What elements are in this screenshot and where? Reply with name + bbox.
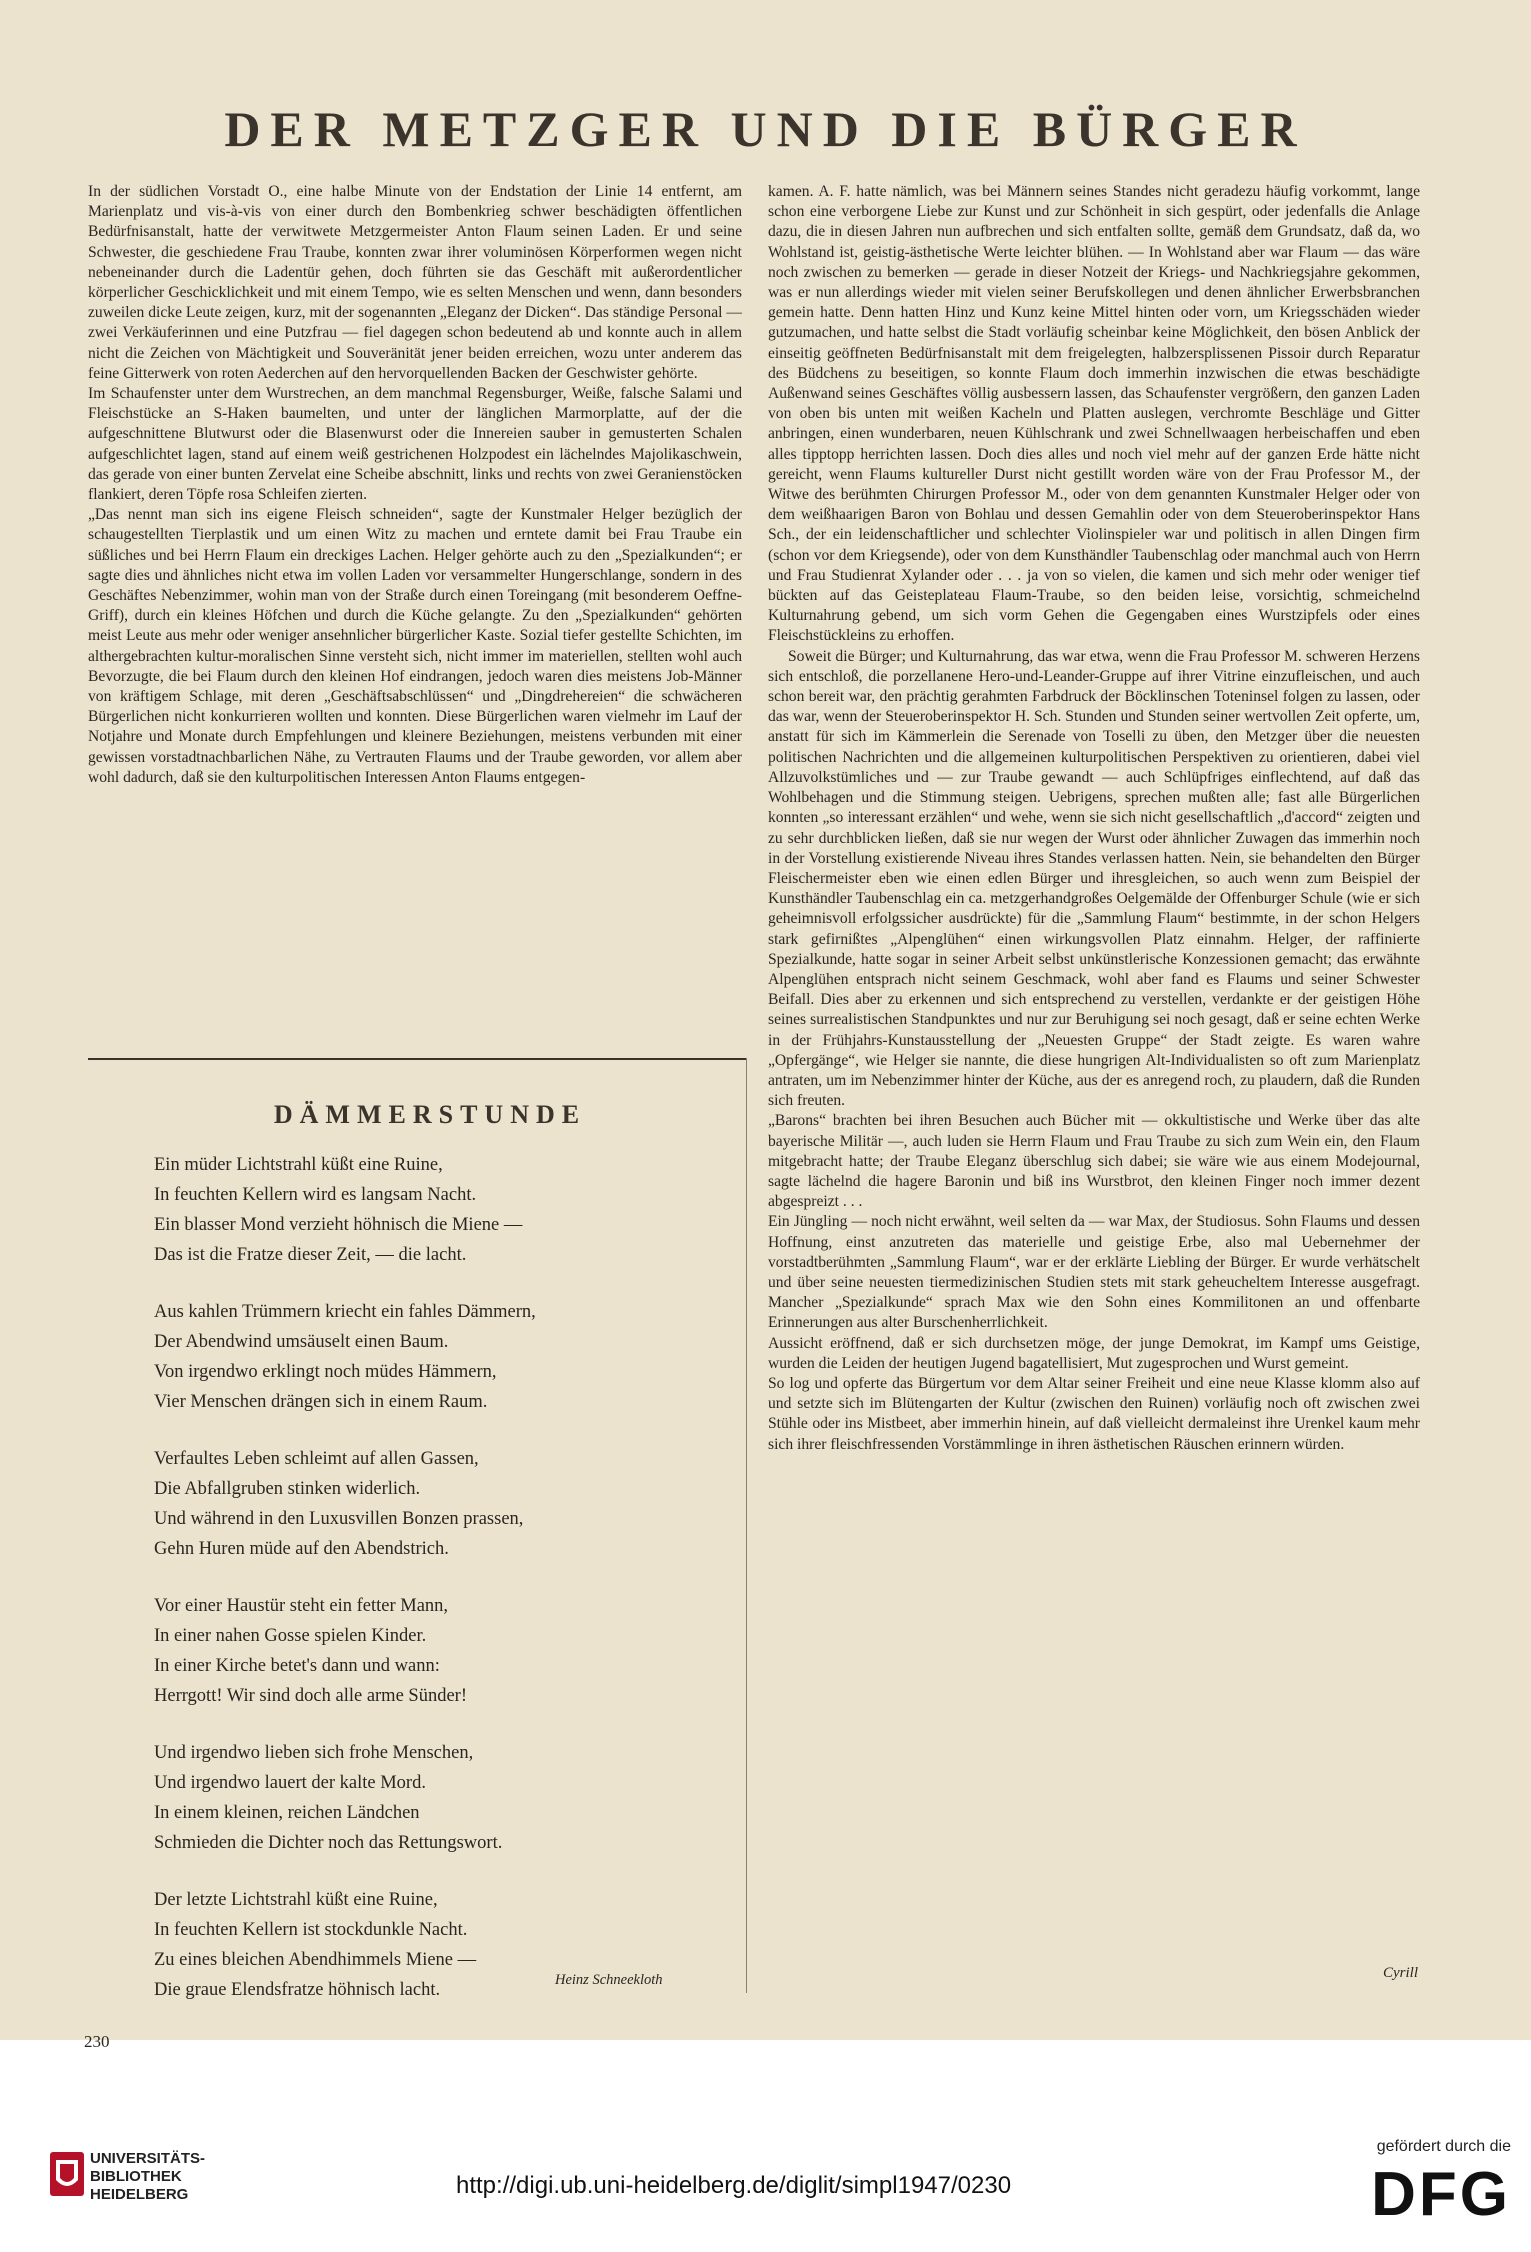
poem-line: Und irgendwo lauert der kalte Mord. — [154, 1773, 426, 1793]
poem-line: Verfaultes Leben schleimt auf allen Gassen, — [154, 1449, 479, 1469]
university-seal-icon — [48, 2150, 86, 2198]
paragraph: kamen. A. F. hatte nämlich, was bei Männern seines Standes nicht geradezu häufig vorkommt, lange schon eine verborgene Liebe zur Kunst und zur Schönheit in sich gespürt, oder jedenfalls die Anlage dazu, die in diesen Jahren nun aufbrechen und sich entfalten sollte, gemäß dem Grundsatz, daß da, wo Wohlstand ist, geistig-ästhetische Werte leichter blühen. — In Wohlstand aber war Flaum — das wäre noch zwischen zu bemerken — gerade in dieser Notzeit der Kriegs- und Nachkriegsjahre gekommen, was er nun allerdings wieder mit vielen seiner Berufskollegen und denen ähnlicher Erwerbsbranchen gemein hatte. Denn hatten Hinz und Kunz keine Mittel hinten oder vorn, um Kriegsschäden wieder gutzumachen, und hatte selbst die Stadt vorläufig scheinbar keine Möglichkeit, den bösen Anblick der einseitig geöffneten Bedürfnisanstalt mit dem freigelegten, halbzersplissenen Pissoir durch Reparatur des Büdchens zu beseitigen, so konnte Flaum doch immerhin inzwischen die etwas beschädigte Außenwand seines Geschäftes völlig ausbessern lassen, das Schaufenster vergrößern, den ganzen Laden von oben bis unten mit weißen Kacheln und Platten auslegen, verchromte Beschläge und Gitter anbringen, einen wunderbaren, neuen Kühlschrank und zwei Schnellwaagen herbeischaffen und eben alles tipptopp herrichten lassen. Doch dies alles und noch viel mehr auf der ganzen Erde hätte nicht gereicht, wenn Flaums kultureller Durst nicht gestillt worden wäre von der Frau Professor M., der Witwe des berühmten Chirurgen Professor M., oder von dem genannten Kunstmaler Helger oder von dem weißhaarigen Baron von Bohlau und dessen Gemahlin oder von dem Steueroberinspektor Hans Sch., der ein leidenschaftlicher und schlechter Violinspieler war und politisch in allen Dingen firm (schon vor dem Kriegsende), oder von dem Kunsthändler Taubenschlag oder manchmal auch von Herrn und Frau Studienrat Xylander oder . . . ja von so vielen, die kamen und sich mehr oder weniger tief bückten auf das Geisteplateau Flaum-Traube, so den beiden leise, vorsichtig, schmeichelnd Kulturnahrung gebend, um sich vorm Gehen die Gegengaben eines Wurstzipfels oder eines Fleischstückleins zu erhoffen. — [768, 183, 1420, 645]
poem-line: In feuchten Kellern wird es langsam Nacht. — [154, 1185, 477, 1205]
poem-line: Vor einer Haustür steht ein fetter Mann, — [154, 1596, 449, 1616]
poem-line: Schmieden die Dichter noch das Rettungswort. — [154, 1833, 503, 1853]
page-number: 230 — [84, 2032, 110, 2051]
poem-line: Aus kahlen Trümmern kriecht ein fahles Dämmern, — [154, 1302, 536, 1322]
paragraph: So log und opferte das Bürgertum vor dem Altar seiner Freiheit und eine neue Klasse klomm also auf und setzte sich im Blütengarten der Kultur (zwischen den Ruinen) vorläufig noch oft zwischen zwei Stühle oder ins Mistbeet, aber immerhin hinein, auf daß vielleicht dermaleinst ihre Urenkel kaum mehr sich ihrer fleischfressenden Vorstämmlinge in ihren ästhetischen Räuschen erinnern würden. — [768, 1374, 1420, 1453]
poem-stanza — [154, 1444, 714, 1564]
source-url-link[interactable]: http://digi.ub.uni-heidelberg.de/diglit/simpl1947/0230 — [456, 2172, 1012, 2199]
poem-stanza — [154, 1150, 714, 1270]
poem-line: Vier Menschen drängen sich in einem Raum. — [154, 1392, 488, 1412]
poem-line: Und irgendwo lieben sich frohe Menschen, — [154, 1743, 474, 1763]
paragraph: Aussicht eröffnend, daß er sich durchsetzen möge, der junge Demokrat, im Kampf ums Geistige, wurden die Leiden der heutigen Jugend bagatellisiert, Mut zugesprochen und Wurst gemeint. — [768, 1334, 1420, 1372]
funded-by-label: gefördert durch die — [1376, 2138, 1511, 2155]
library-name-line: UNIVERSITÄTS- — [90, 2150, 206, 2167]
poem-line: Von irgendwo erklingt noch müdes Hämmern, — [154, 1362, 497, 1382]
poem-line: Der letzte Lichtstrahl küßt eine Ruine, — [154, 1890, 438, 1910]
dfg-logo: DFG — [1371, 2160, 1511, 2229]
article-title: DER METZGER UND DIE BÜRGER — [224, 101, 1307, 157]
paragraph: „Barons“ brachten bei ihren Besuchen auch Bücher mit — okkultistische und Werke über das alte bayerische Militär —, auch luden sie Herrn Flaum und Frau Traube zu sich zum Wein ein, den Flaum mitgebracht hatte; der Traube Eleganz überschlug sich dabei; sie wäre wie aus einem Modejournal, sagte lächelnd die hagere Baronin und biß ins Wurstbrot, den kleinen Finger noch immer dezent abgespreizt . . . — [768, 1112, 1420, 1211]
poem-line: Herrgott! Wir sind doch alle arme Sünder! — [154, 1686, 467, 1706]
paragraph: Im Schaufenster unter dem Wurstrechen, an dem manchmal Regensburger, Weiße, falsche Salami und Fleischstücke an S-Haken baumelten, und unter der länglichen Marmorplatte, auf der die aufgeschnittene Blutwurst oder die Blasenwurst oder die Innereien sauber in gemusterten Schalen aufgeschlichtet lagen, stand auf einem weiß gestrichenen Holzpodest ein lächelndes Majolikaschwein, das gerade von einer bunten Zervelat eine Scheibe abschnitt, links und rechts von zwei Geranienstöcken flankiert, deren Töpfe rosa Schleifen zierten. — [88, 385, 742, 504]
article-right-column — [768, 182, 1420, 1455]
article-left-column — [88, 182, 742, 788]
poem-stanza — [154, 1591, 714, 1711]
poem-line: In einem kleinen, reichen Ländchen — [154, 1803, 420, 1823]
poem-title: DÄMMERSTUNDE — [273, 1100, 587, 1129]
poem-line: In einer nahen Gosse spielen Kinder. — [154, 1626, 427, 1646]
library-name-line: HEIDELBERG — [90, 2186, 189, 2203]
poem-line: Zu eines bleichen Abendhimmels Miene — — [154, 1950, 477, 1970]
paragraph: Soweit die Bürger; und Kulturnahrung, das war etwa, wenn die Frau Professor M. schweren Herzens sich entschloß, die porzellanene Hero-und-Leander-Gruppe auf ihrer Vitrine einzufleischen, und auch schon bereit war, den prächtig gerahmten Farbdruck der Böcklinschen Toteninsel folgen zu lassen, oder das war, wenn der Steueroberinspektor H. Sch. Stunden und Stunden seiner wertvollen Zeit opferte, um, anstatt für sich im Kämmerlein die Serenade von Toselli zu üben, den Metzger über die neuesten politischen Nachrichten und die allgemeinen kulturpolitischen Perspektiven zu orientieren, dabei viel Allzuvolkstümliches und — zur Traube gewandt — auch Schlüpfriges einflechtend, auf daß das Wohlbehagen und die Stimmung steigen. Uebrigens, sprechen mußten alle; fast alle Bürgerlichen konnten „so interessant erzählen“ und wehe, wenn sie sich nicht gesellschaftlich „d'accord“ zeigten und zu sehr durchblicken ließen, daß sie nur wegen der Wurst oder ähnlicher Zuwagen das immerhin noch in der Vorstellung existierende Niveau ihres Standes verlassen hatten. Nein, sie behandelten den Bürger Fleischermeister eben wie einen edlen Bürger und ihresgleichen, so auch wenn zum Beispiel der Kunsthändler Taubenschlag ein ca. metzgerhandgroßes Oelgemälde der Offenburger Schule (wie er sich geheimnisvoll erfolgssicher ausdrückte) für die „Sammlung Flaum“ bestimmte, in der schon Helgers stark gefirnißtes „Alpenglühen“ einen wirkungsvollen Platz einnahm. Helger, der raffinierte Spezialkunde, hatte sogar in seiner Arbeit selbst unkünstlerische Konzessionen gemacht; das erwähnte Alpenglühen entsprach nicht seinem Geschmack, wohl aber fand es Flaums und seiner Schwester Beifall. Dies aber zu erkennen und sich entsprechend zu verstellen, verdankte er der geistigen Höhe seines surrealistischen Standpunktes und nur zur Beruhigung sei noch gesagt, daß er seine echten Werke in der Frühjahrs-Kunstausstellung der „Neuesten Gruppe“ der Stadt zeigte. Es waren wahre „Opfergänge“, wie Helger sie nannte, die diese hungrigen Alt-Individualisten so oft zum Marienplatz antraten, um im Nebenzimmer hinter der Küche, aus der es anregend roch, zu plaudern, daß die Runden sich freuten. — [768, 647, 1420, 1110]
library-name-line: BIBLIOTHEK — [90, 2168, 182, 2185]
poem-stanza — [154, 1297, 714, 1417]
paragraph: „Das nennt man sich ins eigene Fleisch schneiden“, sagte der Kunstmaler Helger bezüglich der schaugestellten Tierplastik und um einen Witz zu machen und erntete damit bei Frau Traube ein süßliches und bei Herrn Flaum ein dreckiges Lachen. Helger gehörte auch zu den „Spezialkunden“; er sagte dies und ähnliches nicht etwa im vollen Laden vor versammelter Hungerschlange, sondern in des Geschäftes Nebenzimmer, wohin man von der Straße durch einen Toreingang (mit besonderem Oeffne-Griff), durch ein kleines Höfchen und durch die Küche gelangte. Zu den „Spezialkunden“ gehörten meist Leute aus mehr oder weniger ansehnlicher bürgerlicher Kaste. Sozial tiefer gestellte Schichten, im althergebrachten kultur-moralischen Sinne versteht sich, nicht immer im materiellen, stellten wohl auch Bevorzugte, die bei Flaum durch den kleinen Hof eindrangen, jedoch waren dies meistens Job-Männer von kräftigem Schlage, mit deren „Geschäftsabschlüssen“ und „Dingdrehereien“ die schwächeren Bürgerlichen nicht konkurrieren wollten und konnten. Diese Bürgerlichen waren vielmehr im Lauf der Notjahre und Monate durch Empfehlungen und kleinere Beziehungen, meistens verbunden mit einer gewissen vorstadtnachbarlichen Nähe, zu Vertrauten Flaums und der Traube geworden, vor allem aber wohl dadurch, daß sie den kulturpolitischen Interessen Anton Flaums entgegen- — [88, 506, 742, 786]
section-divider — [88, 1058, 746, 1060]
poem-body — [154, 1150, 714, 2032]
poem-line: Ein müder Lichtstrahl küßt eine Ruine, — [154, 1155, 443, 1175]
article-signature: Cyrill — [1382, 1965, 1418, 1981]
poem-line: In einer Kirche betet's dann und wann: — [154, 1656, 440, 1676]
poem-line: Ein blasser Mond verzieht höhnisch die Miene — — [154, 1215, 523, 1235]
library-name — [90, 2150, 205, 2204]
paragraph: In der südlichen Vorstadt O., eine halbe Minute von der Endstation der Linie 14 entfernt, am Marienplatz und vis-à-vis von einer durch den Bombenkrieg schwer beschädigten öffentlichen Bedürfnisanstalt, hatte der verwitwete Metzgermeister Anton Flaum seinen Laden. Er und seine Schwester, die geschiedene Frau Traube, konnten zwar ihrer voluminösen Körperformen wegen nicht nebeneinander durch die Ladentür gehen, doch führten sie das Geschäft mit außerordentlicher körperlicher Geschicklichkeit und mit einem Tempo, wie es selten Menschen und wenn, dann besonders zuweilen dicke Leute zeigen, kurz, mit der sogenannten „Eleganz der Dicken“. Das ständige Personal — zwei Verkäuferinnen und eine Putzfrau — fiel dagegen schon bedeutend ab und konnte auch in allem nicht die Zeichen von Mächtigkeit und Souveränität jener beiden erreichen, wozu unter anderem das feine Gitterwerk von roten Aederchen auf den hervorquellenden Backen der Geschwister gehörte. — [88, 183, 742, 382]
poem-stanza — [154, 1738, 714, 1858]
column-rule — [746, 1058, 747, 1993]
poem-line: Gehn Huren müde auf den Abendstrich. — [154, 1539, 449, 1559]
poem-line: Das ist die Fratze dieser Zeit, — die lacht. — [154, 1245, 467, 1265]
poem-line: In feuchten Kellern ist stockdunkle Nacht. — [154, 1920, 468, 1940]
poem-author: Heinz Schneekloth — [555, 1972, 663, 1988]
paragraph: Ein Jüngling — noch nicht erwähnt, weil selten da — war Max, der Studiosus. Sohn Flaums und dessen Hoffnung, einst anzutreten das materielle und geistige Erbe, also mal Uebernehmer der vorstadtberühmten „Sammlung Flaum“, war er der erklärte Liebling der Bürger. Er wurde verhätschelt und über seine neuesten tiermedizinischen Studien stets mit stark geheucheltem Interesse ausgefragt. Mancher „Spezialkunde“ sprach Max wie den Sohn eines Kommilitonen an und offenbarte Erinnerungen aus alter Burschenherrlichkeit. — [768, 1213, 1420, 1332]
poem-line: Die Abfallgruben stinken widerlich. — [154, 1479, 421, 1499]
poem-line: Und während in den Luxusvillen Bonzen prassen, — [154, 1509, 524, 1529]
poem-line: Die graue Elendsfratze höhnisch lacht. — [154, 1980, 441, 2000]
poem-line: Der Abendwind umsäuselt einen Baum. — [154, 1332, 449, 1352]
